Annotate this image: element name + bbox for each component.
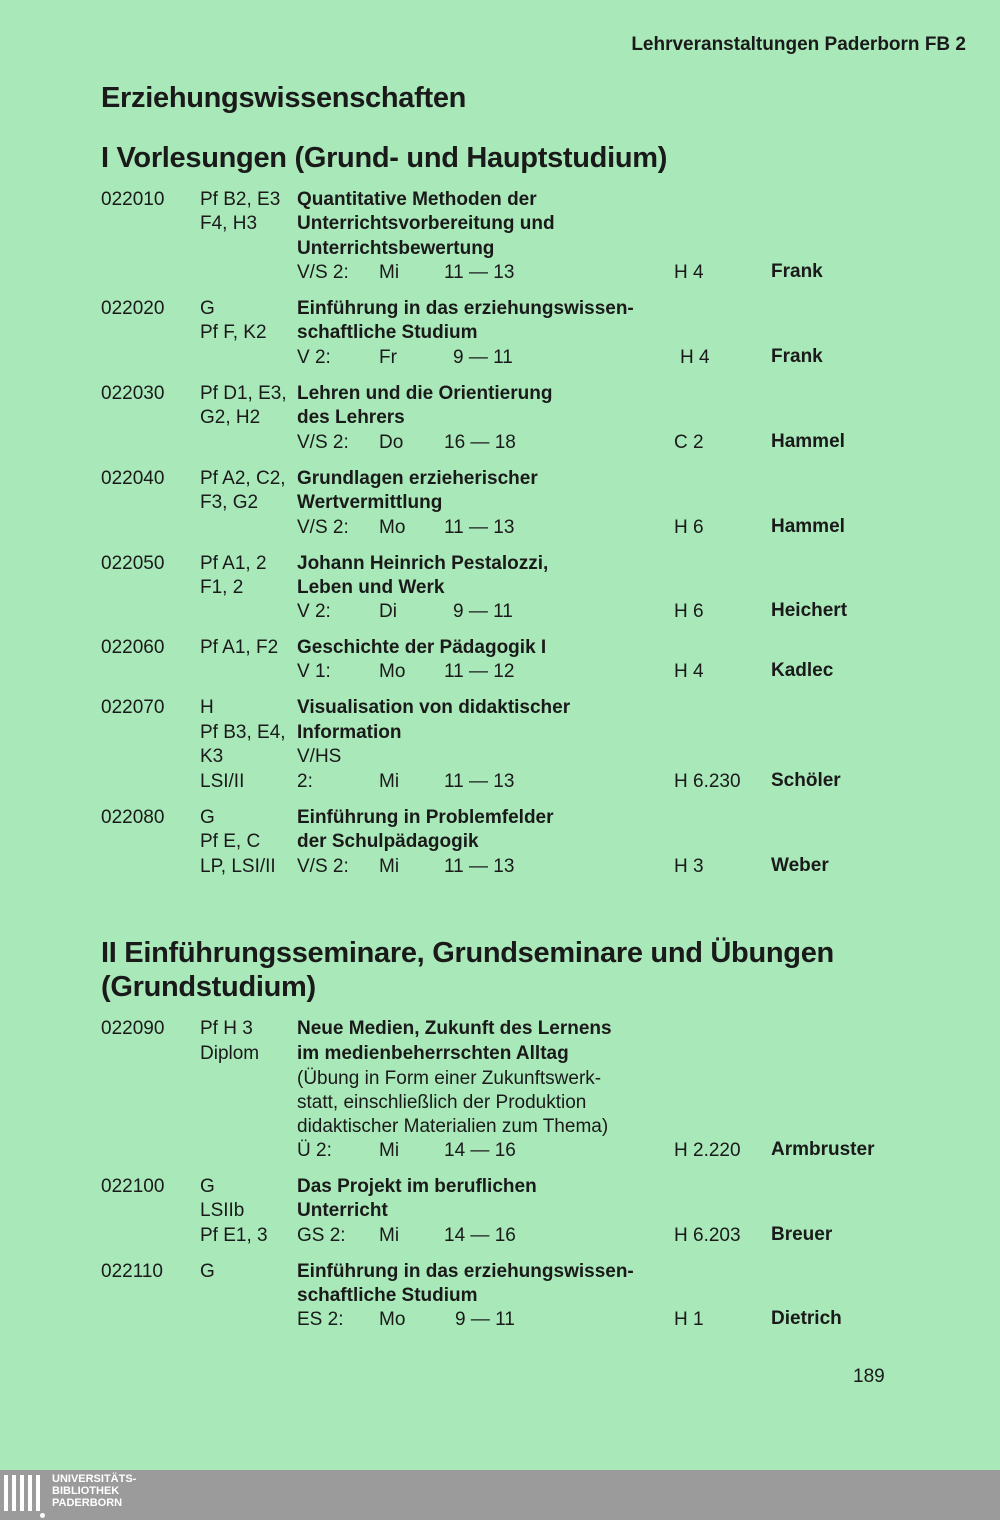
course-requirement: G2, H2	[200, 407, 261, 428]
course-requirement: G	[200, 807, 215, 828]
course-number: 022080	[101, 807, 165, 828]
course-requirement: Pf E1, 3	[200, 1225, 268, 1246]
course-day: Di	[379, 601, 397, 622]
course-title: Quantitative Methoden der	[297, 189, 537, 210]
course-type: V 1:	[297, 661, 331, 682]
course-day: Mi	[379, 856, 400, 877]
course-title: Einführung in das erziehungswissen-	[297, 298, 634, 319]
course-room: H 6	[674, 517, 704, 538]
course-number: 022040	[101, 468, 165, 489]
course-room: H 6	[674, 601, 704, 622]
course-requirement: G	[200, 298, 215, 319]
course-requirement: LSI/II	[200, 771, 245, 792]
course-requirement: F3, G2	[200, 492, 259, 513]
course-day: Mi	[379, 1140, 400, 1161]
course-requirement: Pf F, K2	[200, 322, 267, 343]
course-type: V 2:	[297, 347, 331, 368]
library-logo-icon	[4, 1475, 46, 1515]
course-number: 022110	[101, 1261, 163, 1282]
course-lecturer: Breuer	[771, 1224, 833, 1245]
course-lecturer: Frank	[771, 261, 823, 282]
course-title: im medienbeherrschten Alltag	[297, 1043, 569, 1064]
course-room: H 1	[674, 1309, 704, 1330]
course-note: didaktischer Materialien zum Thema)	[297, 1116, 609, 1137]
course-requirement: F1, 2	[200, 577, 244, 598]
course-title: der Schulpädagogik	[297, 831, 479, 852]
course-title: schaftliche Studium	[297, 1285, 478, 1306]
course-title: Einführung in Problemfelder	[297, 807, 554, 828]
course-day: Mo	[379, 661, 406, 682]
course-requirement: Pf B3, E4,	[200, 722, 286, 743]
course-time: 9 — 11	[453, 601, 513, 622]
course-day: Mo	[379, 517, 406, 538]
course-requirement: Pf A2, C2,	[200, 468, 286, 489]
course-time: 11 — 13	[444, 262, 515, 283]
course-requirement: H	[200, 697, 214, 718]
course-title: Unterrichtsvorbereitung und	[297, 213, 555, 234]
course-room: H 6.230	[674, 771, 741, 792]
page-title: Erziehungswissenschaften	[101, 82, 467, 114]
course-number: 022060	[101, 637, 165, 658]
course-title: Unterrichtsbewertung	[297, 238, 495, 259]
course-time: 11 — 13	[444, 517, 515, 538]
library-name-line: UNIVERSITÄTS-	[52, 1473, 137, 1485]
course-title: Grundlagen erzieherischer	[297, 468, 538, 489]
course-title: Leben und Werk	[297, 577, 445, 598]
course-time: 11 — 13	[444, 856, 515, 877]
course-requirement: Pf A1, 2	[200, 553, 267, 574]
course-lecturer: Hammel	[771, 431, 845, 452]
course-requirement: Diplom	[200, 1043, 260, 1064]
course-lecturer: Frank	[771, 346, 823, 367]
course-time: 9 — 11	[455, 1309, 515, 1330]
course-room: H 6.203	[674, 1225, 741, 1246]
library-name-line: PADERBORN	[52, 1497, 123, 1509]
course-title: Einführung in das erziehungswissen-	[297, 1261, 634, 1282]
course-title: schaftliche Studium	[297, 322, 478, 343]
section-heading-2: II Einführungsseminare, Grundseminare und Übungen	[101, 937, 834, 969]
course-type: V/S 2:	[297, 262, 349, 283]
course-lecturer: Hammel	[771, 516, 845, 537]
course-day: Mi	[379, 262, 400, 283]
course-type: V/S 2:	[297, 432, 349, 453]
course-day: Fr	[379, 347, 397, 368]
course-number: 022100	[101, 1176, 165, 1197]
course-lecturer: Weber	[771, 855, 829, 876]
course-time: 11 — 12	[444, 661, 515, 682]
page-number: 189	[853, 1366, 885, 1387]
course-title: Geschichte der Pädagogik I	[297, 637, 547, 658]
course-note: (Übung in Form einer Zukunftswerk-	[297, 1068, 602, 1089]
section-heading-2-cont: (Grundstudium)	[101, 971, 316, 1003]
course-requirement: LP, LSI/II	[200, 856, 276, 877]
course-title: Johann Heinrich Pestalozzi,	[297, 553, 549, 574]
course-type: V 2:	[297, 601, 331, 622]
course-requirement: LSIIb	[200, 1200, 245, 1221]
course-room: H 3	[674, 856, 704, 877]
course-number: 022070	[101, 697, 165, 718]
course-type: V/S 2:	[297, 517, 349, 538]
course-title: Wertvermittlung	[297, 492, 443, 513]
course-type: ES 2:	[297, 1309, 344, 1330]
course-time: 9 — 11	[453, 347, 513, 368]
course-requirement: Pf H 3	[200, 1018, 253, 1039]
course-requirement: G	[200, 1261, 215, 1282]
course-lecturer: Dietrich	[771, 1308, 842, 1329]
course-room: H 4	[674, 661, 704, 682]
course-room: H 2.220	[674, 1140, 741, 1161]
course-room: H 4	[680, 347, 710, 368]
course-type: GS 2:	[297, 1225, 346, 1246]
course-room: C 2	[674, 432, 704, 453]
course-type: Ü 2:	[297, 1140, 332, 1161]
course-note: statt, einschließlich der Produktion	[297, 1092, 587, 1113]
course-number: 022020	[101, 298, 165, 319]
library-footer	[0, 1470, 1000, 1520]
course-number: 022050	[101, 553, 165, 574]
library-name-line: BIBLIOTHEK	[52, 1485, 120, 1497]
course-title: Information	[297, 722, 402, 743]
course-type: V/S 2:	[297, 856, 349, 877]
course-time: 11 — 13	[444, 771, 515, 792]
course-day: Do	[379, 432, 404, 453]
course-requirement: F4, H3	[200, 213, 258, 234]
course-title: des Lehrers	[297, 407, 405, 428]
section-heading-1: I Vorlesungen (Grund- und Hauptstudium)	[101, 142, 668, 174]
course-requirement: Pf E, C	[200, 831, 261, 852]
course-day: Mi	[379, 1225, 400, 1246]
course-time: 14 — 16	[444, 1140, 516, 1161]
course-time: 16 — 18	[444, 432, 516, 453]
course-number: 022090	[101, 1018, 165, 1039]
course-time: 14 — 16	[444, 1225, 516, 1246]
course-title: Lehren und die Orientierung	[297, 383, 553, 404]
course-lecturer: Armbruster	[771, 1139, 875, 1160]
course-lecturer: Kadlec	[771, 660, 834, 681]
course-requirement: Pf D1, E3,	[200, 383, 287, 404]
course-day: Mi	[379, 771, 400, 792]
course-title: Neue Medien, Zukunft des Lernens	[297, 1018, 612, 1039]
course-requirement: K3	[200, 746, 224, 767]
course-title: Visualisation von didaktischer	[297, 697, 571, 718]
course-requirement: Pf A1, F2	[200, 637, 279, 658]
course-type-line: V/HS	[297, 746, 342, 767]
running-header: Lehrveranstaltungen Paderborn FB 2	[631, 34, 966, 55]
course-requirement: Pf B2, E3	[200, 189, 281, 210]
course-day: Mo	[379, 1309, 406, 1330]
course-number: 022030	[101, 383, 165, 404]
course-room: H 4	[674, 262, 704, 283]
course-lecturer: Schöler	[771, 770, 841, 791]
course-type: 2:	[297, 771, 313, 792]
course-lecturer: Heichert	[771, 600, 848, 621]
library-name	[52, 1473, 136, 1509]
course-title: Das Projekt im beruflichen	[297, 1176, 537, 1197]
course-number: 022010	[101, 189, 165, 210]
course-title: Unterricht	[297, 1200, 388, 1221]
course-requirement: G	[200, 1176, 215, 1197]
